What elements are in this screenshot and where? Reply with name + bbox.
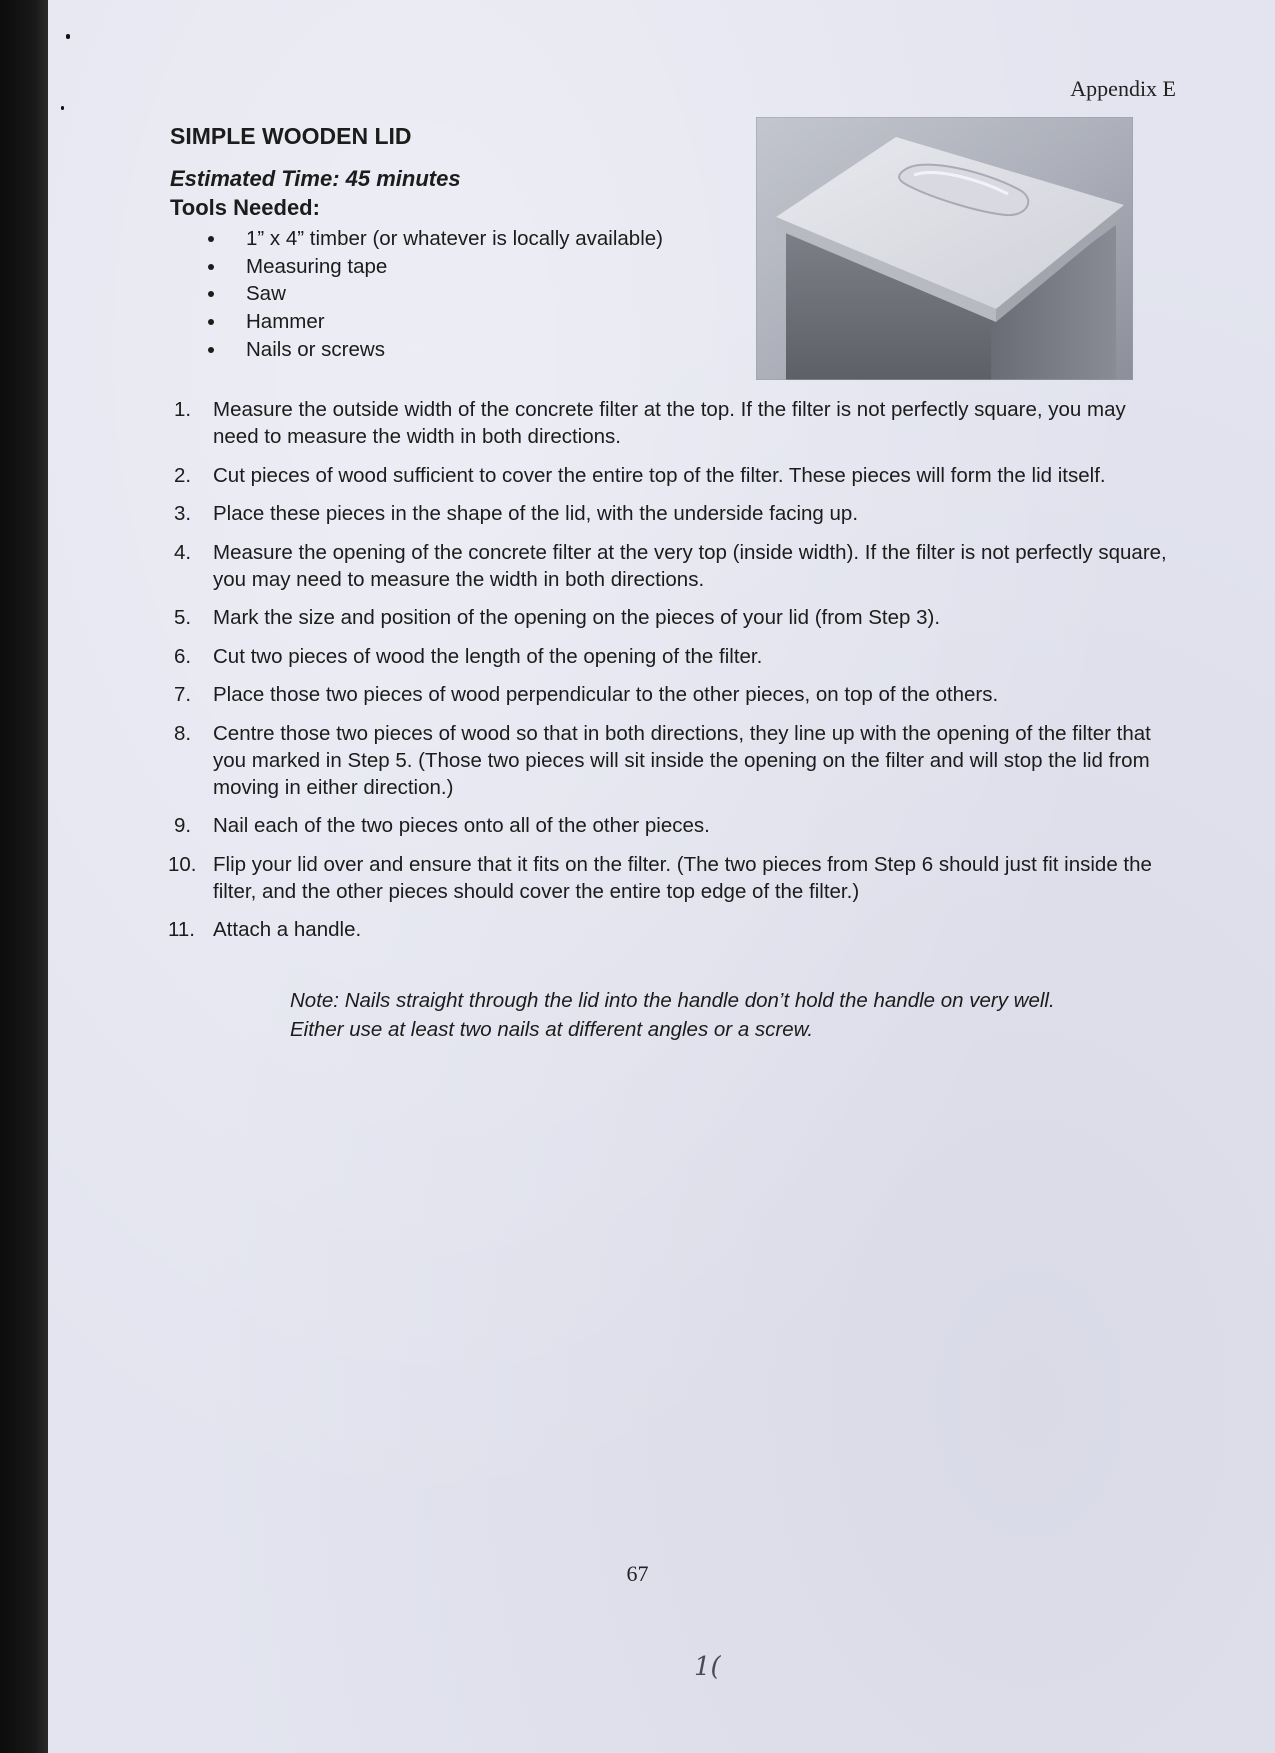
handwritten-mark: 1( <box>694 1652 721 1682</box>
bullet-icon <box>208 347 214 353</box>
tool-item: 1” x 4” timber (or whatever is locally available) <box>208 226 663 254</box>
step-item: 8. Centre those two pieces of wood so that in both directions, they line up with the opening of the filter that you marked in Step 5. (Those two pieces will sit inside the opening on the filter and will stop the lid from moving in either direction.) <box>174 721 1151 799</box>
bullet-icon <box>208 291 214 297</box>
bullet-icon <box>208 264 214 270</box>
wooden-lid-photo <box>756 117 1133 380</box>
step-item: 1. Measure the outside width of the concrete filter at the top. If the filter is not perfectly square, you may need to measure the width in both directions. <box>174 398 1126 448</box>
step-item: 11. Attach a handle. <box>168 918 362 941</box>
tools-heading: Tools Needed: <box>170 195 320 220</box>
appendix-label: Appendix E <box>1070 76 1176 101</box>
bullet-icon <box>208 319 214 325</box>
tool-item: Measuring tape <box>208 254 663 282</box>
binding-hole-mark <box>61 106 64 110</box>
step-item: 9. Nail each of the two pieces onto all of the other pieces. <box>174 814 710 837</box>
tools-list <box>208 226 663 364</box>
step-item: 2. Cut pieces of wood sufficient to cover the entire top of the filter. These pieces will form the lid itself. <box>174 463 1106 487</box>
handle-note <box>290 986 1170 1044</box>
step-item: 7. Place those two pieces of wood perpendicular to the other pieces, on top of the others. <box>174 683 999 706</box>
page-number: 67 <box>626 1561 649 1586</box>
estimated-time: Estimated Time: 45 minutes <box>170 166 461 191</box>
tool-item: Hammer <box>208 309 663 337</box>
tool-item: Nails or screws <box>208 337 663 365</box>
wooden-lid-illustration <box>756 117 1133 380</box>
tool-item: Saw <box>208 281 663 309</box>
step-item: 10. Flip your lid over and ensure that it fits on the filter. (The two pieces from Step 6 should just fit inside the filter, and the other pieces should cover the entire top edge of the filter.) <box>168 852 1152 903</box>
scan-dark-edge <box>0 0 48 1753</box>
bullet-icon <box>208 236 214 242</box>
step-item: 3. Place these pieces in the shape of the lid, with the underside facing up. <box>174 502 859 525</box>
step-item: 6. Cut two pieces of wood the length of the opening of the filter. <box>174 644 763 668</box>
binding-hole-mark <box>66 34 70 39</box>
step-item: 4. Measure the opening of the concrete filter at the very top (inside width). If the filter is not perfectly square, you may need to measure the width in both directions. <box>174 540 1167 591</box>
steps-list <box>168 396 1174 955</box>
note-line: Note: Nails straight through the lid into the handle don’t hold the handle on very well. <box>290 989 1055 1012</box>
step-item: 5. Mark the size and position of the opening on the pieces of your lid (from Step 3). <box>174 606 941 629</box>
section-title: SIMPLE WOODEN LID <box>170 123 412 149</box>
note-line: Either use at least two nails at different angles or a screw. <box>290 1018 814 1041</box>
